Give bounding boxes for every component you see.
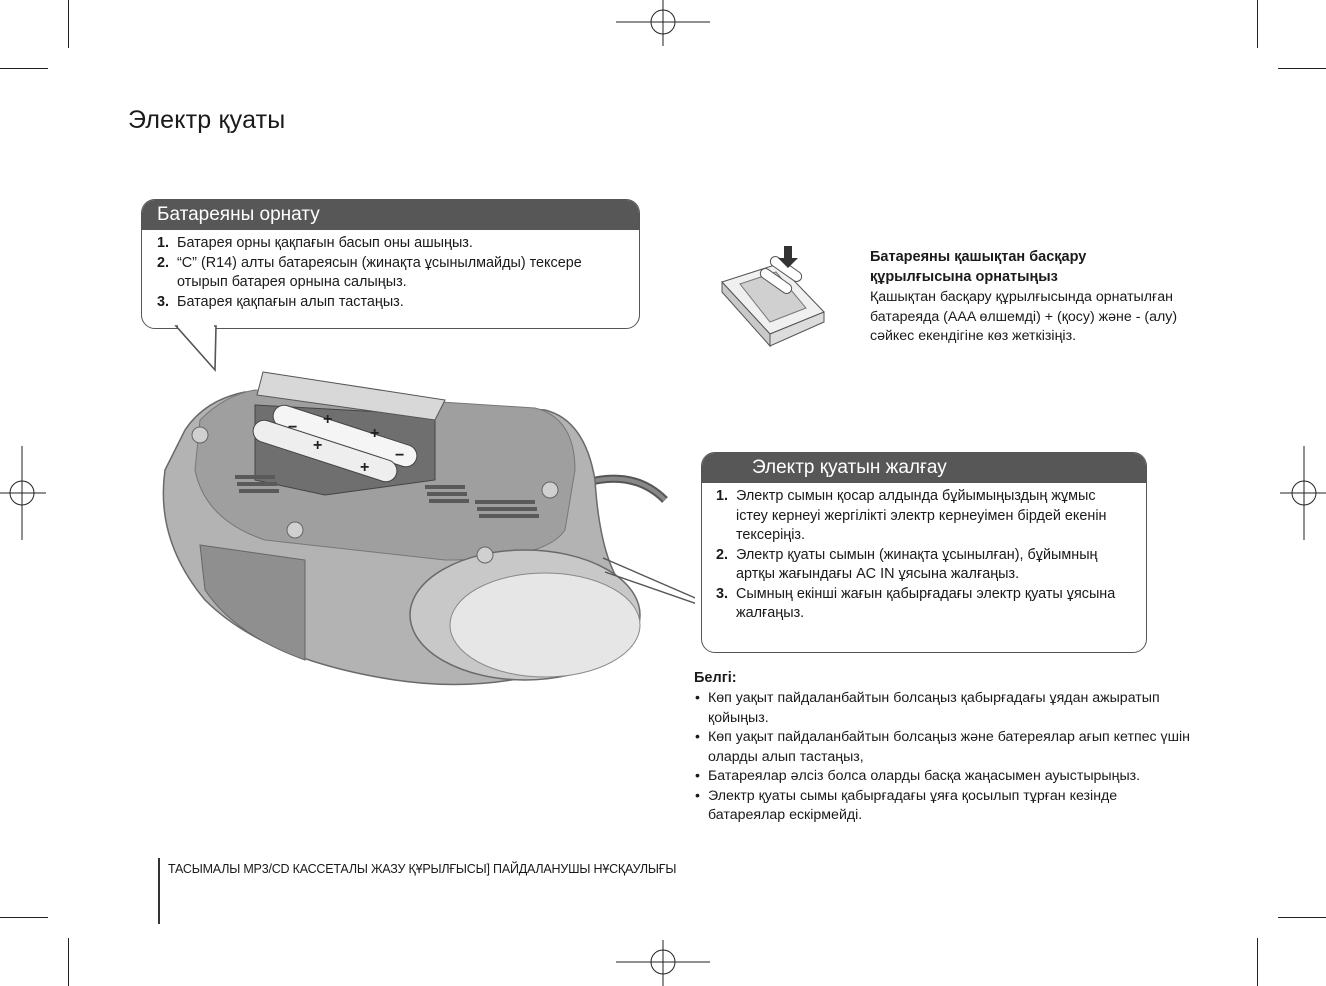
power-connect-heading: Электр қуатын жалғау bbox=[702, 453, 1146, 483]
step-item: 2. “C” (R14) алты батареясын (жинақта ұсынылмайды) тексере отырып батарея орнына салыңыз. bbox=[157, 254, 582, 290]
note-title: Белгі: bbox=[694, 670, 737, 686]
remote-control-illustration bbox=[718, 244, 830, 350]
remote-battery-title: Батареяны қашықтан басқару құрылғысына орнатыңыз bbox=[870, 249, 1087, 285]
page-footer: ТАСЫМАЛЫ MP3/CD КАССЕТАЛЫ ЖАЗУ ҚҰРЫЛҒЫСЫ] ПАЙДАЛАНУШЫ НҰСҚАУЛЫҒЫ bbox=[168, 862, 677, 876]
remote-battery-text: Қашықтан басқару құрылғысында орнатылған батареяда (AAA өлшемді) + (қосу) және - (алу) сәйкес екендігіне көз жеткізіңіз. bbox=[870, 289, 1178, 344]
note-item: • Батареялар әлсіз болса оларды басқа жаңасымен ауыстырыңыз. bbox=[694, 767, 1194, 787]
footer-rule bbox=[158, 858, 160, 924]
boombox-illustration bbox=[145, 360, 695, 690]
battery-install-heading: Батареяны орнату bbox=[142, 200, 639, 230]
battery-minus-label: − bbox=[395, 447, 405, 464]
battery-minus-label: − bbox=[288, 419, 298, 436]
note-item: • Көп уақыт пайдаланбайтын болсаңыз қабырғадағы ұядан ажыратып қойыңыз. bbox=[694, 689, 1194, 728]
step-item: 1. Электр сымын қосар алдында бұйымыңыздың жұмыс істеу кернеуі жергілікті электр кернеуімен бірдей екенін тексеріңіз. bbox=[716, 488, 1107, 543]
battery-plus-label: + bbox=[313, 437, 323, 454]
battery-plus-label: + bbox=[323, 411, 333, 428]
battery-install-steps bbox=[157, 234, 621, 312]
step-item: 3. Сымның екінші жағын қабырғадағы электр қуаты ұясына жалғаңыз. bbox=[716, 585, 1116, 621]
note-list bbox=[694, 689, 1194, 826]
battery-install-callout bbox=[141, 199, 640, 329]
step-item: 2. Электр қуаты сымын (жинақта ұсынылған), бұйымның артқы жағындағы AC IN ұясына жалғаңыз. bbox=[716, 546, 1098, 582]
note-item: • Көп уақыт пайдаланбайтын болсаңыз және батереялар ағып кетпес үшін оларды алып тастаңыз, bbox=[694, 728, 1194, 767]
power-connect-callout bbox=[701, 452, 1147, 653]
step-item: 3. Батарея қақпағын алып тастаңыз. bbox=[157, 293, 404, 310]
battery-plus-label: + bbox=[360, 459, 370, 476]
page-title: Электр қуаты bbox=[128, 106, 286, 134]
battery-plus-label: + bbox=[370, 425, 380, 442]
note-item: • Электр қуаты сымы қабырғадағы ұяға қосылып тұрған кезінде батареялар ескірмейді. bbox=[694, 787, 1194, 826]
power-connect-steps bbox=[716, 487, 1124, 624]
step-item: 1. Батарея орны қақпағын басып оны ашыңыз. bbox=[157, 235, 473, 251]
